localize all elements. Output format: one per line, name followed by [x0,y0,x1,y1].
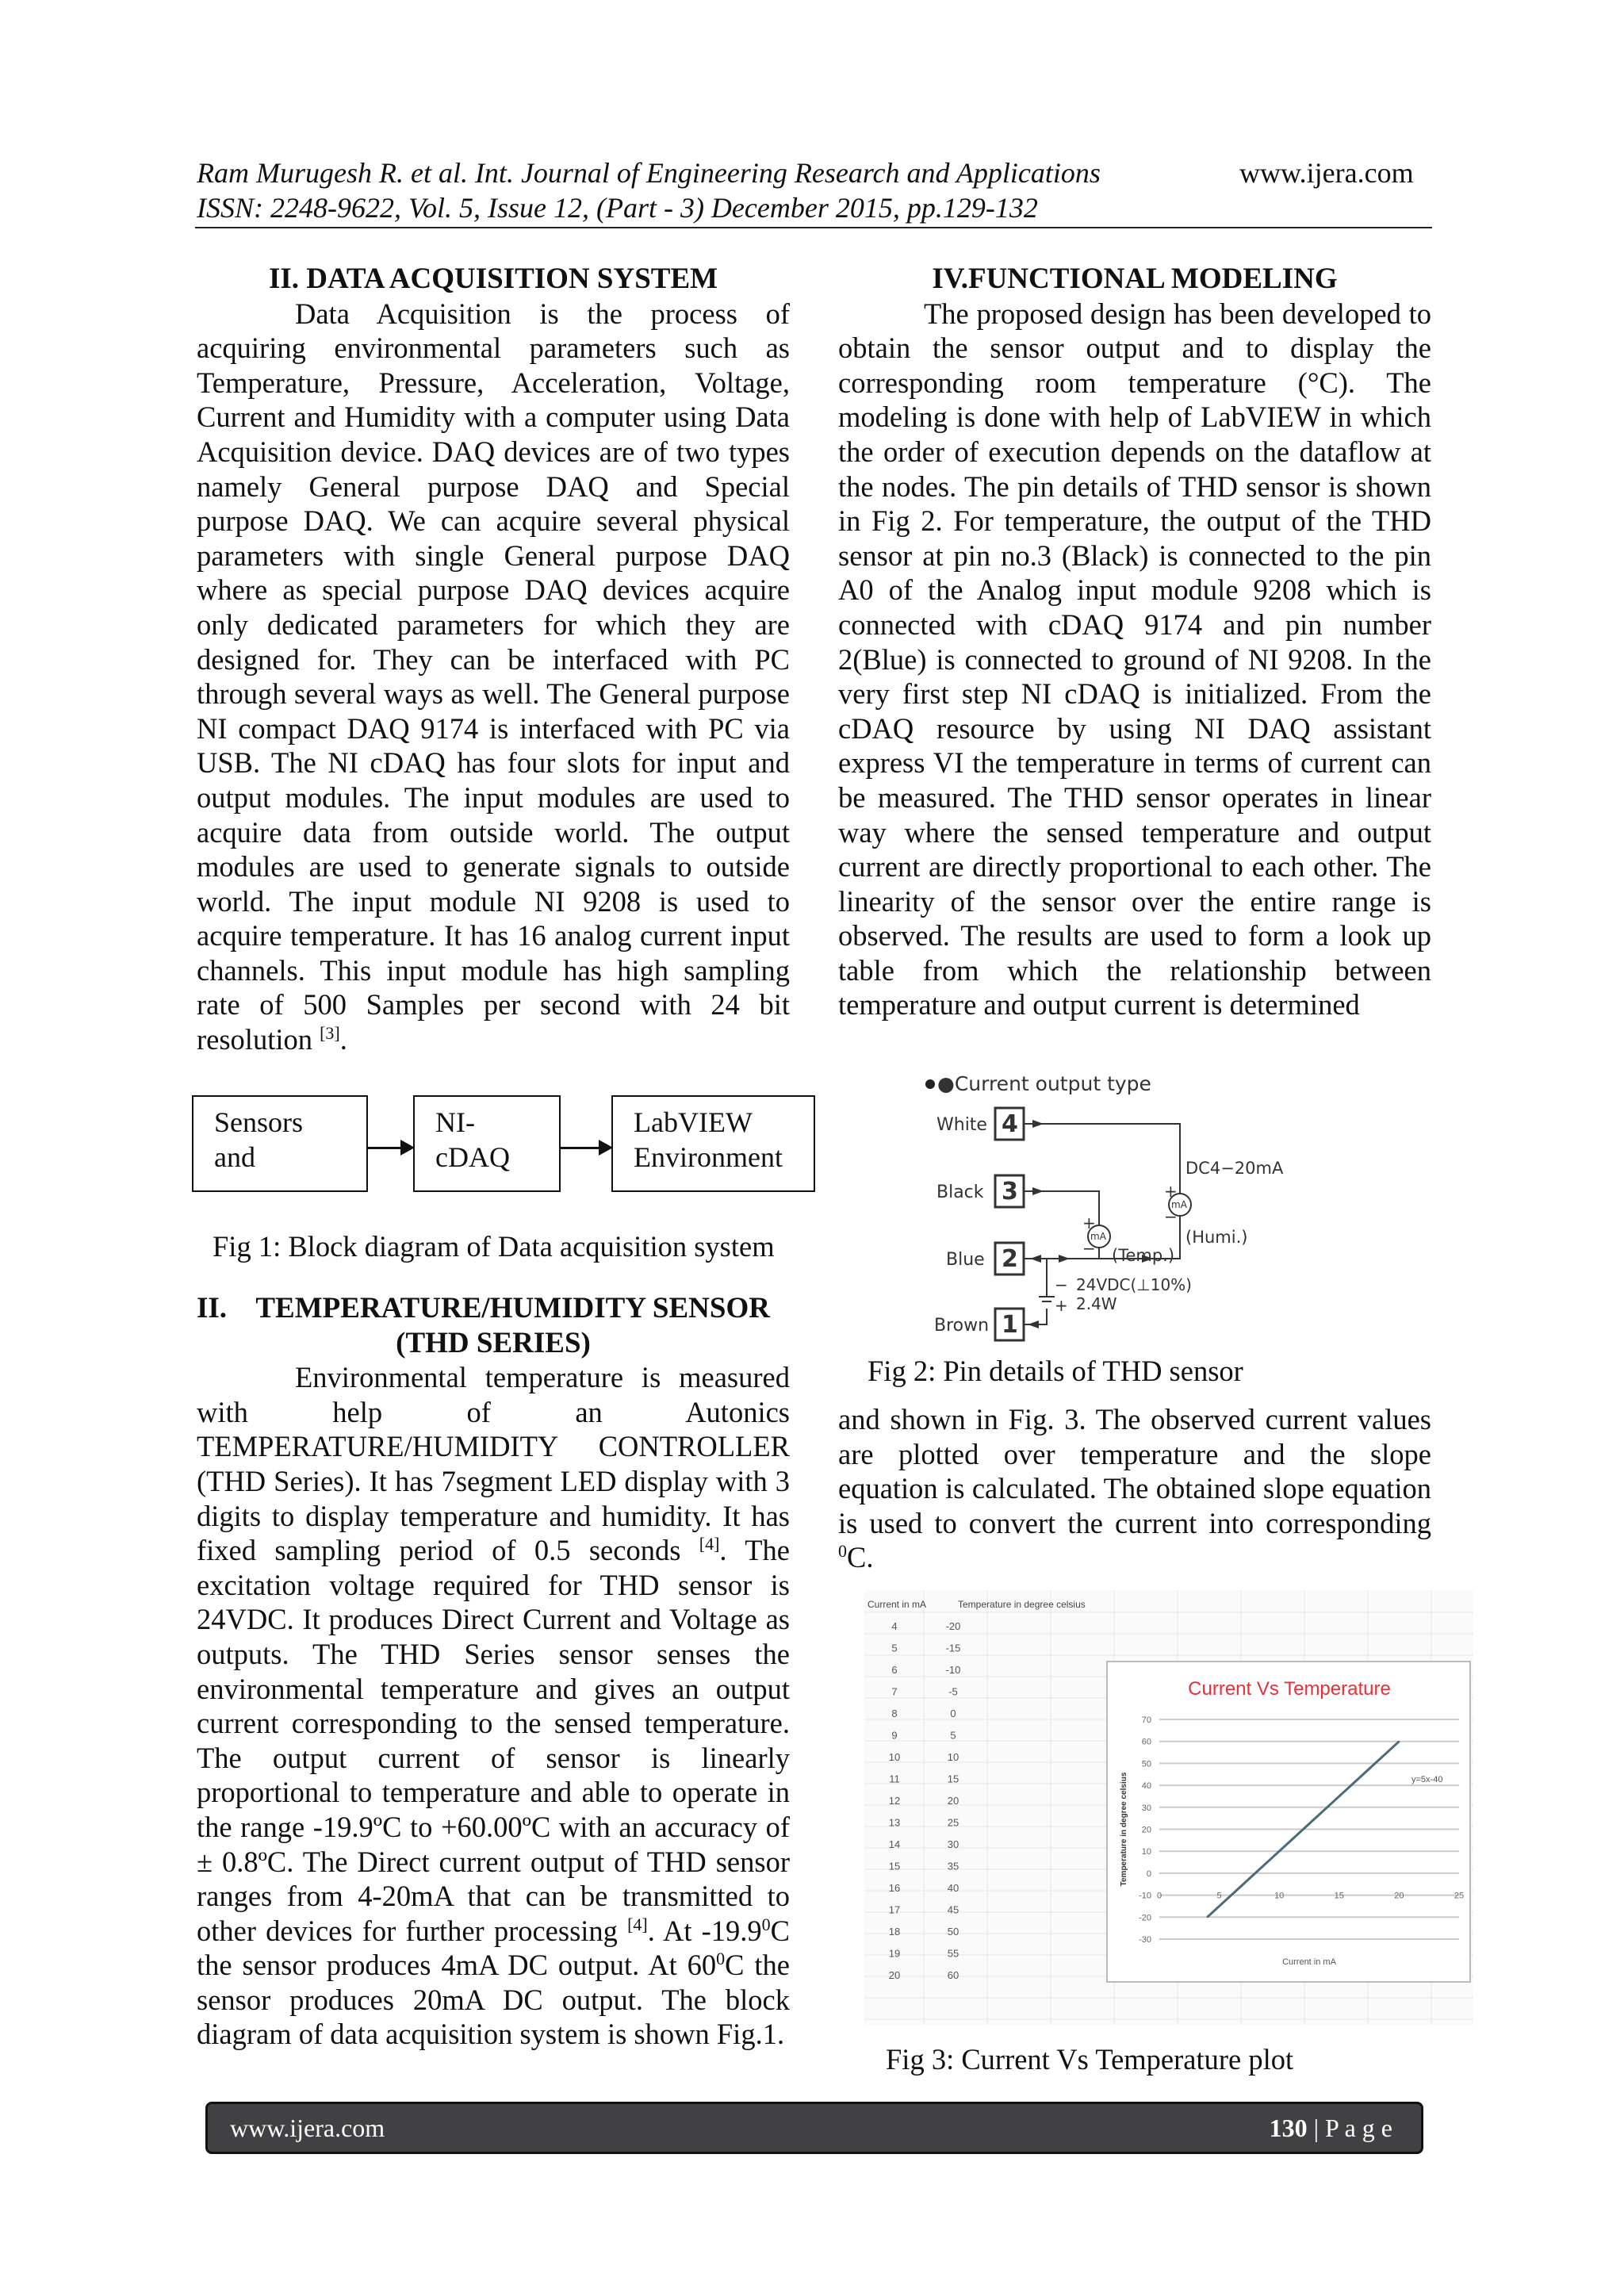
pin-label-white: White [936,1115,987,1135]
fig1-caption: Fig 1: Block diagram of Data acquisition system [213,1230,775,1263]
table-cell-temperature: 5 [950,1729,956,1742]
y-axis-label: Temperature in degree celsius [1120,1772,1128,1887]
data-point [1231,1895,1232,1896]
table-cell-temperature: 60 [947,1969,959,1981]
x-tick-label: 25 [1454,1891,1465,1901]
data-point [1339,1796,1340,1797]
paragraph-sensor [197,1360,790,2052]
page-number-value: 130 [1269,2114,1308,2142]
data-point [1219,1906,1220,1907]
data-point [1207,1917,1208,1918]
y-tick-label: 40 [1141,1781,1151,1792]
table-cell-temperature: 20 [947,1795,959,1807]
table-cell-current: 7 [891,1685,898,1698]
block-sensors [192,1095,368,1192]
data-point [1303,1829,1304,1830]
dc-range-label: DC4−20mA [1185,1159,1284,1178]
fig2-pin-diagram [912,1067,1293,1344]
paragraph-functional-modeling [838,297,1431,1022]
table-cell-current: 8 [891,1708,898,1719]
table-cell-current: 16 [888,1882,901,1894]
table-cell-current: 15 [888,1860,901,1872]
y-tick-label: -20 [1139,1913,1151,1923]
data-point [1315,1818,1316,1819]
arrow-icon [561,1147,610,1149]
table-cell-temperature: -20 [945,1620,961,1632]
data-point [1254,1872,1256,1874]
data-point [1327,1807,1328,1808]
pin-label-blue: Blue [946,1250,985,1270]
text-run: C the sensor produces 4mA DC output. At 60 [197,1914,790,1982]
running-header-site[interactable]: www.ijera.com [1239,157,1414,189]
table-cell-current: 12 [888,1795,901,1807]
x-tick-label: 0 [1156,1891,1162,1901]
right-column [838,262,1431,1022]
footer-site[interactable]: www.ijera.com [230,2114,385,2142]
superscript: [4] [699,1534,720,1554]
y-tick-label: 0 [1146,1869,1151,1879]
page-label: P a g e [1324,2114,1392,2142]
table-cell-temperature: -10 [945,1664,961,1676]
pin-number: 4 [1002,1110,1018,1138]
data-point [1362,1773,1364,1775]
x-axis-label: Current in mA [1282,1957,1336,1967]
text-run: . The excitation voltage required for THD sensor is 24VDC. It produces Direct Current and Voltage as outputs. The THD Series sensor senses the environmental temperature and gives an output current corresponding to the sensed temperature. The output current of sensor is linearly proportional to temperature and able to operate in the range -19.9ºC to +60.00ºC with an accuracy of ± 0.8ºC. The Direct current output of THD sensor ranges from 4-20mA that can be transmitted to other devices for further processing [197,1534,790,1947]
data-point [1386,1752,1388,1754]
y-tick-label: 60 [1141,1737,1151,1747]
temp-label: (Temp.) [1112,1246,1175,1265]
pin-label-black: Black [936,1182,984,1202]
block-ni-cdaq [413,1095,561,1192]
paragraph-data-acquisition [197,297,790,1057]
superscript: [3] [320,1022,340,1043]
supply-power-label: 2.4W [1076,1294,1117,1313]
text-run: . At -19.9 [647,1914,762,1947]
pin-label-brown: Brown [934,1316,990,1336]
block-label: LabVIEW [634,1106,753,1138]
data-point [1278,1850,1280,1852]
text-run: C. [847,1541,874,1574]
x-tick-label: 15 [1334,1891,1344,1901]
data-point [1266,1861,1268,1863]
table-header: Current in mA [868,1599,927,1610]
table-cell-current: 9 [891,1729,898,1742]
data-point [1350,1784,1352,1786]
chart-area [1107,1662,1470,1982]
right-column-lower [838,1402,1431,1575]
y-tick-label: -30 [1139,1935,1151,1945]
y-tick-label: 30 [1141,1803,1151,1813]
text-run: Environmental temperature is measured with help of an Autonics TEMPERATURE/HUMIDITY CONTROLLER (THD Series). It has 7segment LED display with 3 digits to display temperature and humidity. It has fixed sampling period of 0.5 seconds [197,1361,790,1567]
table-cell-current: 20 [888,1969,901,1981]
table-cell-current: 17 [888,1903,901,1916]
table-cell-current: 14 [888,1838,901,1850]
humi-label: (Humi.) [1185,1228,1248,1247]
section-heading-data-acquisition: II. DATA ACQUISITION SYSTEM [268,263,718,295]
text-run: Data Acquisition is the process of acquiring environmental parameters such as Temperature, Pressure, Acceleration, Voltage, Current and Humidity with a computer using Data Acquisition device. DAQ devices are of two types namely General purpose DAQ and Special purpose DAQ. We can acquire several physical parameters with single General purpose DAQ where as special purpose DAQ devices acquire only dedicated parameters for which they are designed for. They can be interfaced with PC through several ways as well. The General purpose NI compact DAQ 9174 is interfaced with PC via USB. The NI cDAQ has four slots for input and output modules. The input modules are used to acquire data from outside world. The output modules are used to generate signals to outside world. The input module NI 9208 is used to acquire temperature. It has 16 analog current input channels. This input module has high sampling rate of 500 Samples per second with 24 bit resolution [197,297,790,1056]
text-run: C the sensor produces 20mA DC output. The block diagram of data acquisition system is shown Fig.1. [197,1949,790,2051]
plus-sign: + [1082,1213,1096,1232]
table-cell-current: 19 [888,1947,901,1960]
pin-number: 1 [1002,1311,1018,1339]
text-run: and shown in Fig. 3. The observed current values are plotted over temperature and the slope equation is calculated. The obtained slope equation is used to convert the current into corresponding [838,1403,1431,1539]
chart-title: Current Vs Temperature [1188,1678,1391,1700]
superscript: 0 [716,1949,726,1969]
x-tick-label: 5 [1216,1891,1222,1901]
table-header: Temperature in degree celsius [958,1599,1086,1610]
running-header-authors: Ram Murugesh R. et al. Int. Journal of Engineering Research and Applications [197,157,1101,189]
header-rule [195,227,1432,228]
table-cell-temperature: 0 [950,1708,956,1719]
table-cell-temperature: 35 [947,1860,959,1872]
y-tick-label: 20 [1141,1825,1151,1835]
table-cell-current: 13 [888,1816,901,1829]
table-cell-temperature: -15 [945,1642,961,1654]
y-tick-label: 50 [1141,1759,1151,1769]
pin-number: 3 [1002,1178,1018,1205]
x-tick-label: 20 [1394,1891,1404,1901]
table-cell-temperature: -5 [948,1685,958,1698]
meter-label: mA [1171,1199,1187,1210]
x-tick-label: 10 [1274,1891,1285,1901]
superscript: [4] [627,1914,648,1934]
plus-sign: + [1055,1296,1068,1315]
pin-number: 2 [1002,1245,1018,1273]
fig2-title: ●Current output type [937,1072,1151,1095]
minus-sign: − [1164,1207,1178,1226]
left-column [197,262,790,1057]
table-cell-current: 6 [891,1664,898,1676]
table-cell-temperature: 15 [947,1773,959,1785]
text-run: . [339,1023,347,1056]
minus-sign: − [1082,1239,1096,1258]
block-label: Environment [634,1141,783,1173]
table-cell-current: 5 [891,1642,898,1654]
section-heading-functional-modeling: IV.FUNCTIONAL MODELING [932,263,1338,295]
paragraph-plot-description [838,1402,1431,1575]
page-number: 130 | P a g e [1269,2114,1392,2142]
section-heading-sensor-line2: (THD SERIES) [396,1326,591,1359]
block-label: NI- [435,1106,475,1138]
table-cell-temperature: 25 [947,1816,959,1829]
plus-sign: + [1164,1182,1178,1201]
text-run: The proposed design has been developed to obtain the sensor output and to display the corresponding room temperature (°C). The modeling is done with help of LabVIEW in which the order of execution depends on the dataflow at the nodes. The pin details of THD sensor is shown in Fig 2. For temperature, the output of the THD sensor at pin no.3 (Black) is connected to the pin A0 of the Analog input module 9208 which is connected with cDAQ 9174 and pin number 2(Blue) is connected to ground of NI 9208. In the very first step NI cDAQ is initialized. From the cDAQ resource by using NI DAQ assistant express VI the temperature in terms of current can be measured. The THD sensor operates in linear way where the sensed temperature and output current are directly proportional to each other. The linearity of the sensor over the entire range is observed. The results are used to form a look up table from which the relationship between temperature and output current is determined [838,297,1431,1022]
page-footer [205,2102,1423,2154]
table-cell-temperature: 55 [947,1947,959,1960]
fig3-caption: Fig 3: Current Vs Temperature plot [886,2043,1294,2076]
data-point [1374,1763,1376,1765]
superscript: 0 [761,1914,771,1934]
y-tick-label: -10 [1139,1891,1151,1901]
trendline-equation: y=5x-40 [1411,1775,1443,1785]
fig2-caption: Fig 2: Pin details of THD sensor [868,1355,1243,1387]
arrow-icon [368,1147,412,1149]
block-label: Sensors [214,1106,304,1138]
table-cell-current: 11 [889,1773,900,1785]
meter-label: mA [1090,1231,1106,1242]
left-column-lower [197,1291,790,2052]
data-point [1399,1741,1400,1742]
table-cell-temperature: 50 [947,1926,959,1938]
data-point [1291,1840,1293,1842]
running-header-issn: ISSN: 2248-9622, Vol. 5, Issue 12, (Part - 3) December 2015, pp.129-132 [197,192,1038,224]
supply-voltage-label: 24VDC(⊥10%) [1076,1275,1192,1294]
minus-sign: − [1055,1275,1068,1294]
y-tick-label: 10 [1141,1847,1151,1857]
table-cell-current: 4 [891,1620,898,1632]
table-cell-current: 18 [888,1926,901,1938]
block-label: cDAQ [435,1141,510,1173]
table-cell-temperature: 45 [947,1903,959,1916]
block-labview [611,1095,815,1192]
table-cell-temperature: 30 [947,1838,959,1850]
fig3-spreadsheet-chart [864,1590,1473,2025]
block-label: and [214,1141,255,1173]
table-cell-temperature: 10 [947,1751,959,1763]
bullet-icon [925,1079,935,1089]
table-cell-temperature: 40 [947,1882,959,1894]
section-heading-sensor: II. TEMPERATURE/HUMIDITY SENSOR [197,1292,770,1324]
superscript: 0 [838,1541,847,1562]
y-tick-label: 70 [1141,1715,1151,1725]
table-cell-current: 10 [888,1751,901,1763]
data-point [1243,1884,1244,1885]
